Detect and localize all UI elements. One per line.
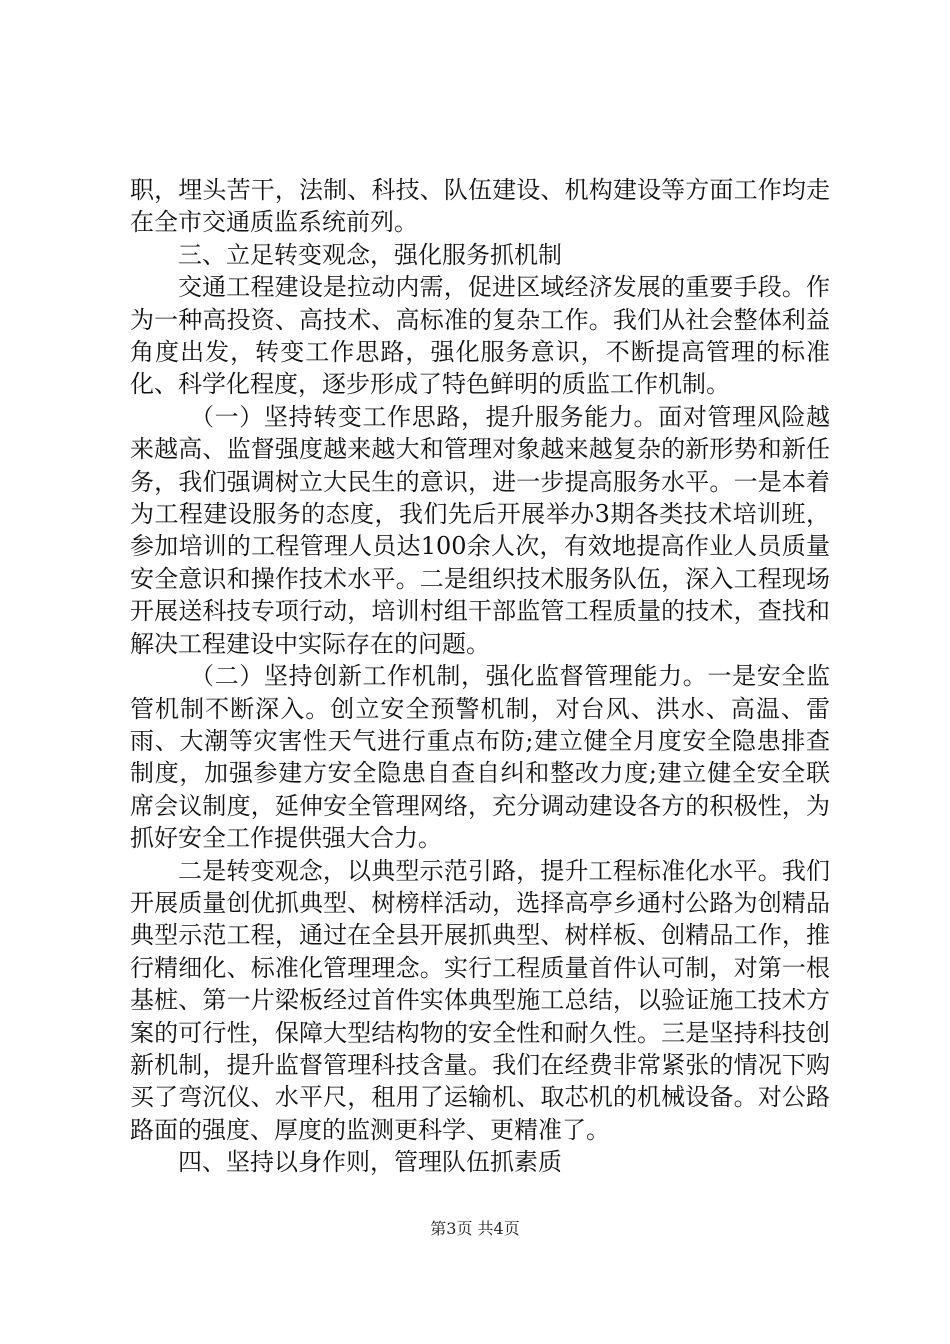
page-footer: 第3页 共4页 (430, 1219, 520, 1238)
paragraph-continuation: 职，埋头苦干，法制、科技、队伍建设、机构建设等方面工作均走在全市交通质监系统前列。 (130, 176, 830, 237)
paragraph-subsection-2: （二）坚持创新工作机制，强化监督管理能力。一是安全监管机制不断深入。创立安全预警机制，对台风、洪水、高温、雷雨、大潮等灾害性天气进行重点布防;建立健全月度安全隐患排查制度，加强参建方安全隐患自查自纠和整改力度;建立健全安全联席会议制度，延伸安全管理网络，充分调动建设各方的积极性，为抓好安全工作提供强大合力。 (130, 662, 830, 853)
paragraph-standardization: 二是转变观念，以典型示范引路，提升工程标准化水平。我们开展质量创优抓典型、树榜样活动，选择高亭乡通村公路为创精品典型示范工程，通过在全县开展抓典型、树样板、创精品工作，推行精细化、标准化管理理念。实行工程质量首件认可制，对第一根基桩、第一片梁板经过首件实体典型施工总结，以验证施工技术方案的可行性，保障大型结构物的安全性和耐久性。三是坚持科技创新机制，提升监督管理科技含量。我们在经费非常紧张的情况下购买了弯沉仪、水平尺，租用了运输机、取芯机的机械设备。对公路路面的强度、厚度的监测更科学、更精准了。 (130, 856, 830, 1144)
paragraph-intro: 交通工程建设是拉动内需，促进区域经济发展的重要手段。作为一种高投资、高技术、高标准的复杂工作。我们从社会整体利益角度出发，转变工作思路，强化服务意识，不断提高管理的标准化、科学化程度，逐步形成了特色鲜明的质监工作机制。 (130, 273, 830, 399)
section-heading-4: 四、坚持以身作则，管理队伍抓素质 (178, 1148, 562, 1177)
paragraph-subsection-1: （一）坚持转变工作思路，提升服务能力。面对管理风险越来越高、监督强度越来越大和管理对象越来越复杂的新形势和新任务，我们强调树立大民生的意识，进一步提高服务水平。一是本着为工程建设服务的态度，我们先后开展举办3期各类技术培训班，参加培训的工程管理人员达100余人次，有效地提高作业人员质量安全意识和操作技术水平。二是组织技术服务队伍，深入工程现场开展送科技专项行动，培训村组干部监管工程质量的技术，查找和解决工程建设中实际存在的问题。 (130, 402, 830, 658)
section-heading-3: 三、立足转变观念，强化服务抓机制 (178, 240, 562, 269)
document-body (130, 174, 830, 1179)
